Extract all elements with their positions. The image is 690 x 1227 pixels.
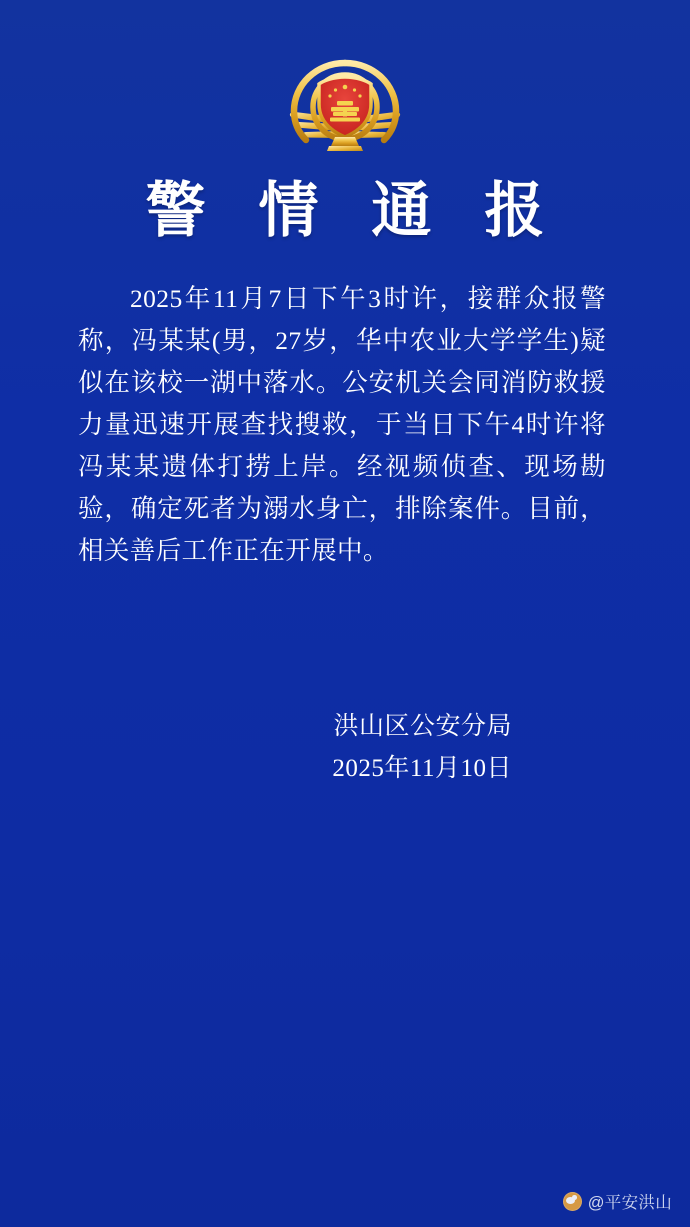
weibo-icon <box>563 1192 582 1211</box>
notice-body-text: 2025年11月7日下午3时许，接群众报警称，冯某某(男，27岁，华中农业大学学生)疑似在该校一湖中落水。公安机关会同消防救援力量迅速开展查找搜救，于当日下午4时许将冯某某遗体打捞上岸。经视频侦查、现场勘验，确定死者为溺水身亡，排除案件。目前，相关善后工作正在开展中。 <box>78 284 606 565</box>
signature-block <box>0 706 512 790</box>
emblem-container <box>0 48 690 166</box>
police-emblem-icon <box>287 48 403 166</box>
page-title: 警 情 通 报 <box>145 176 561 246</box>
signature-issuer: 洪山区公安分局 <box>333 713 512 740</box>
weibo-watermark <box>563 1189 672 1213</box>
weibo-account-label: @平安洪山 <box>587 1194 672 1212</box>
signature-date: 2025年11月10日 <box>332 755 512 782</box>
